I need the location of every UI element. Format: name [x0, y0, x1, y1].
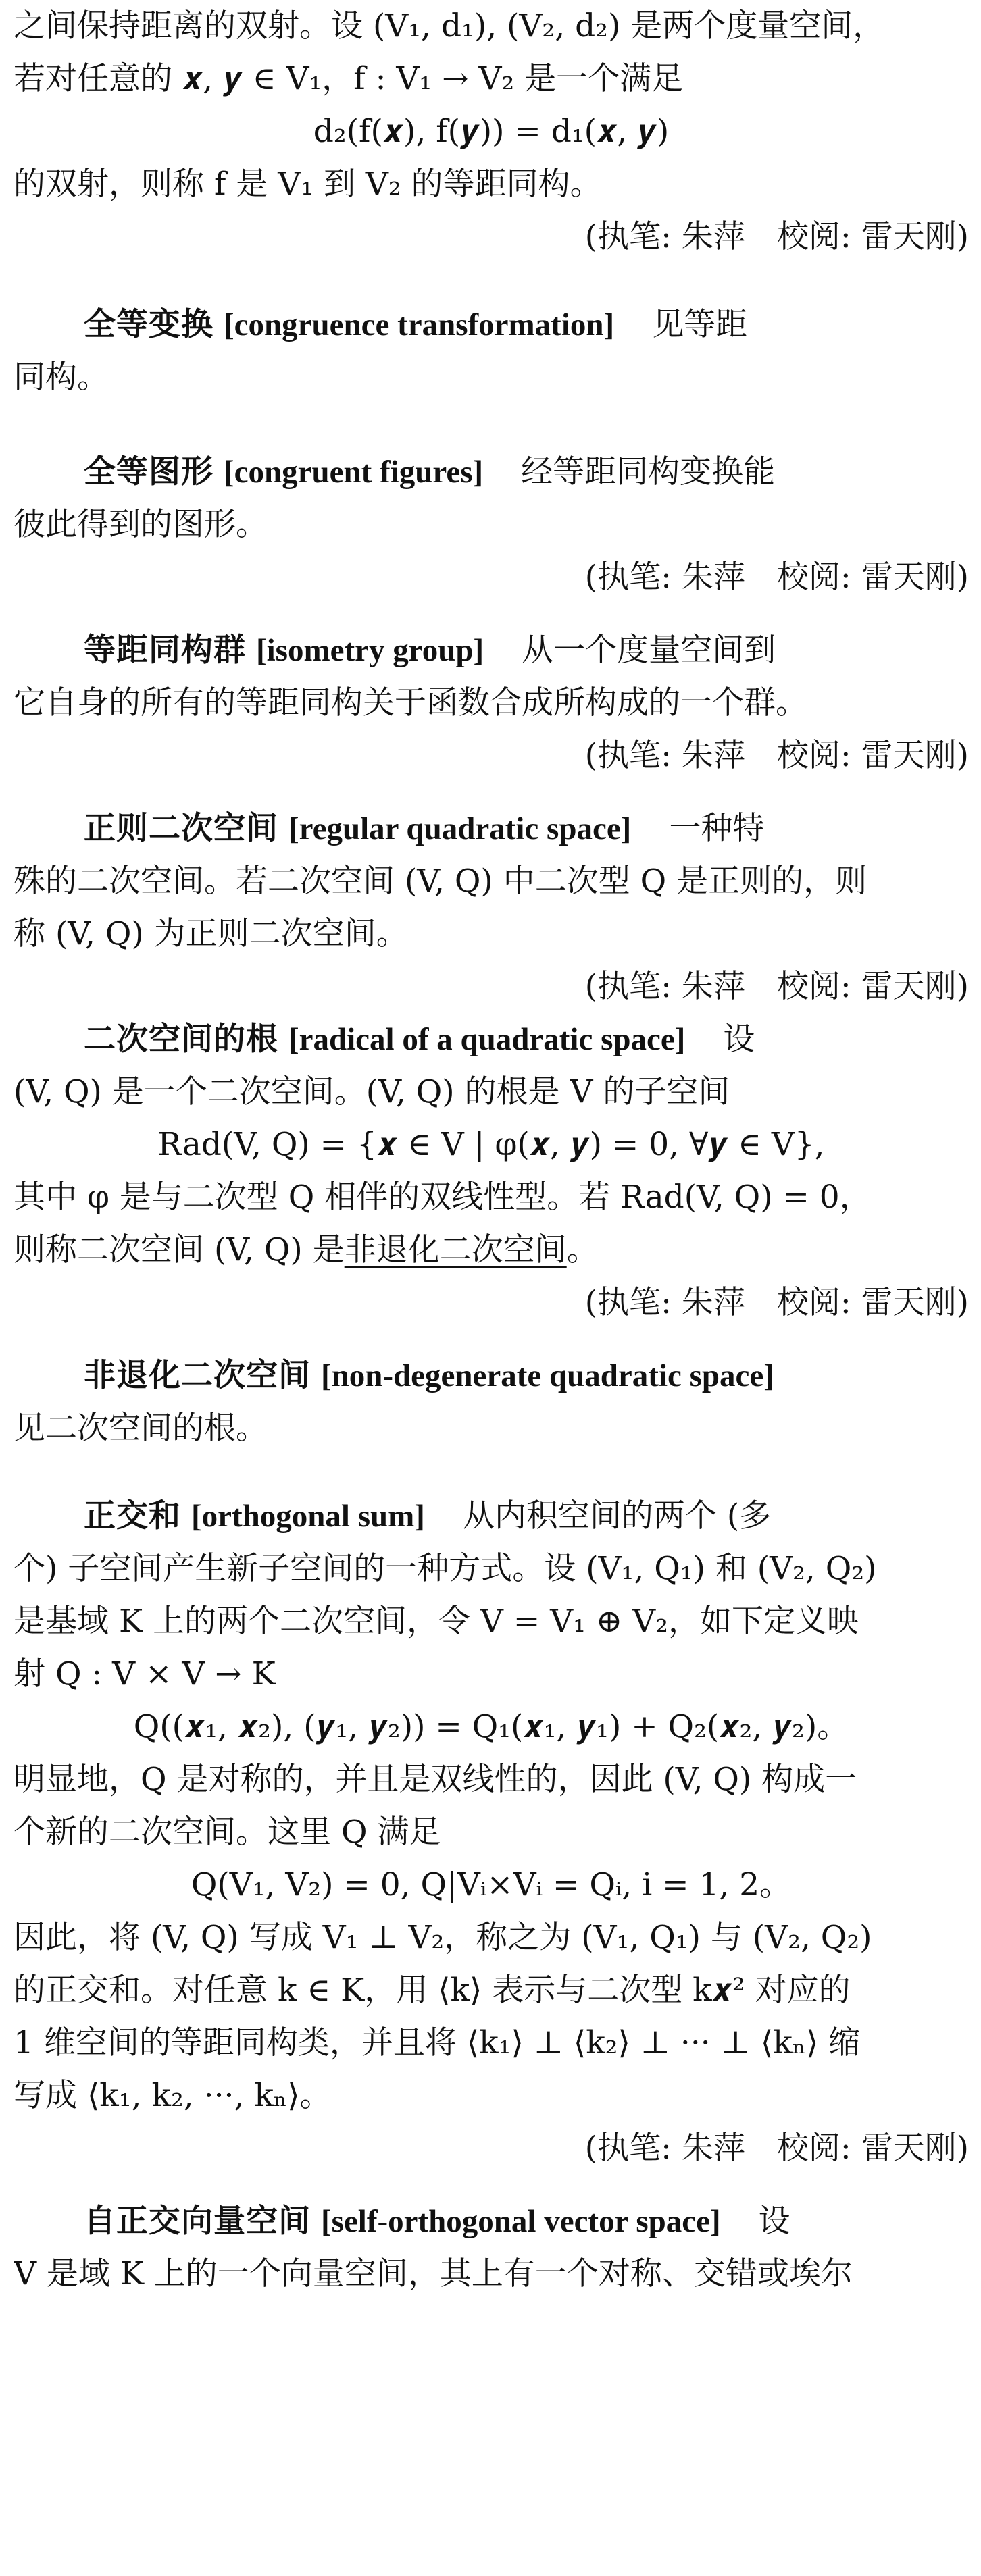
- entry-heading: [14, 1349, 969, 1402]
- text-line: 明显地，Q 是对称的，并且是双线性的，因此 (V, Q) 构成一: [14, 1761, 857, 1798]
- text-fragment: 。: [566, 1231, 599, 1268]
- entry-term: 正则二次空间: [84, 810, 278, 847]
- text-line: 彼此得到的图形。: [14, 506, 268, 543]
- entry-text: 设: [758, 2203, 790, 2240]
- entry-term: 二次空间的根: [84, 1021, 278, 1058]
- entry-term: 正交和: [84, 1497, 181, 1535]
- text-line: 个新的二次空间。这里 Q 满足: [14, 1813, 441, 1851]
- entry-english: [isometry group]: [255, 633, 484, 668]
- entry-text: 一种特: [669, 810, 765, 847]
- entry-term: 非退化二次空间: [84, 1357, 311, 1394]
- author-signature: (执笔: 朱萍 校阅: 雷天刚): [584, 737, 969, 774]
- text-line: 写成 ⟨k₁, k₂, ···, kₙ⟩。: [14, 2077, 332, 2114]
- author-signature: (执笔: 朱萍 校阅: 雷天刚): [584, 218, 969, 255]
- text-line: 若对任意的 𝒙, 𝒚 ∈ V₁，f : V₁ → V₂ 是一个满足: [14, 60, 684, 97]
- text-line: 是基域 K 上的两个二次空间，令 V = V₁ ⊕ V₂，如下定义映: [14, 1603, 859, 1640]
- text-line: 个) 子空间产生新子空间的一种方式。设 (V₁, Q₁) 和 (V₂, Q₂): [14, 1550, 877, 1587]
- entry-english: [self-orthogonal vector space]: [320, 2204, 721, 2239]
- entry-heading: [14, 624, 969, 677]
- text-line: 因此，将 (V, Q) 写成 V₁ ⊥ V₂，称之为 (V₁, Q₁) 与 (V₂, Q₂): [14, 1919, 872, 1956]
- display-equation: Rad(V, Q) = {𝒙 ∈ V | φ(𝒙, 𝒚) = 0, ∀𝒚 ∈ V},: [157, 1126, 825, 1163]
- entry-heading: [14, 1490, 969, 1543]
- entry-english: [radical of a quadratic space]: [288, 1022, 686, 1057]
- entry-text: 经等距同构变换能: [521, 453, 776, 490]
- cross-reference-link[interactable]: 非退化二次空间: [344, 1231, 567, 1268]
- entry-english: [orthogonal sum]: [191, 1499, 425, 1534]
- author-signature: (执笔: 朱萍 校阅: 雷天刚): [584, 1284, 969, 1321]
- entry-heading: [14, 299, 969, 351]
- entry-heading: [14, 802, 969, 855]
- author-signature: (执笔: 朱萍 校阅: 雷天刚): [584, 2130, 969, 2167]
- text-line: 见二次空间的根。: [14, 1410, 268, 1447]
- text-line: 射 Q : V × V → K: [14, 1655, 276, 1693]
- text-line: 的正交和。对任意 k ∈ K，用 ⟨k⟩ 表示与二次型 k𝒙² 对应的: [14, 1972, 851, 2009]
- display-equation: Q(V₁, V₂) = 0, Q|Vᵢ×Vᵢ = Qᵢ, i = 1, 2。: [191, 1866, 792, 1903]
- text-line: (V, Q) 是一个二次空间。(V, Q) 的根是 V 的子空间: [14, 1073, 730, 1110]
- text-line: 的双射，则称 f 是 V₁ 到 V₂ 的等距同构。: [14, 165, 602, 203]
- text-line: 1 维空间的等距同构类，并且将 ⟨k₁⟩ ⊥ ⟨k₂⟩ ⊥ ··· ⊥ ⟨kₙ⟩ 缩: [14, 2024, 861, 2061]
- entry-english: [congruent figures]: [223, 455, 484, 490]
- text-line: 其中 φ 是与二次型 Q 相伴的双线性型。若 Rad(V, Q) = 0，: [14, 1179, 872, 1216]
- entry-english: [regular quadratic space]: [288, 811, 632, 846]
- entry-heading: [14, 2195, 969, 2248]
- entry-text: 见等距: [652, 306, 748, 343]
- entry-english: [non-degenerate quadratic space]: [320, 1358, 774, 1393]
- text-line: 称 (V, Q) 为正则二次空间。: [14, 915, 408, 952]
- entry-text: 设: [723, 1021, 755, 1058]
- entry-heading: [14, 1013, 969, 1066]
- author-signature: (执笔: 朱萍 校阅: 雷天刚): [584, 968, 969, 1005]
- text-line: 殊的二次空间。若二次空间 (V, Q) 中二次型 Q 是正则的，则: [14, 862, 867, 900]
- author-signature: (执笔: 朱萍 校阅: 雷天刚): [584, 559, 969, 596]
- text-fragment: 则称二次空间 (V, Q) 是: [14, 1231, 345, 1268]
- entry-english: [congruence transformation]: [223, 307, 615, 342]
- entry-term: 全等变换: [84, 306, 213, 343]
- text-line: 它自身的所有的等距同构关于函数合成所构成的一个群。: [14, 684, 807, 721]
- text-line: 同构。: [14, 359, 109, 396]
- entry-heading: [14, 446, 969, 498]
- entry-text: 从内积空间的两个 (多: [462, 1497, 772, 1535]
- entry-term: 自正交向量空间: [84, 2203, 311, 2240]
- text-line: [14, 1224, 969, 1277]
- entry-term: 等距同构群: [84, 632, 246, 669]
- text-line: V 是域 K 上的一个向量空间，其上有一个对称、交错或埃尔: [14, 2255, 853, 2292]
- text-line: 之间保持距离的双射。设 (V₁, d₁), (V₂, d₂) 是两个度量空间，: [14, 7, 885, 45]
- entry-term: 全等图形: [84, 453, 213, 490]
- display-equation: Q((𝒙₁, 𝒙₂), (𝒚₁, 𝒚₂)) = Q₁(𝒙₁, 𝒚₁) + Q₂(𝒙₂, 𝒚₂)。: [133, 1708, 849, 1745]
- display-equation: d₂(f(𝒙), f(𝒚)) = d₁(𝒙, 𝒚): [313, 113, 670, 150]
- entry-text: 从一个度量空间到: [522, 632, 776, 669]
